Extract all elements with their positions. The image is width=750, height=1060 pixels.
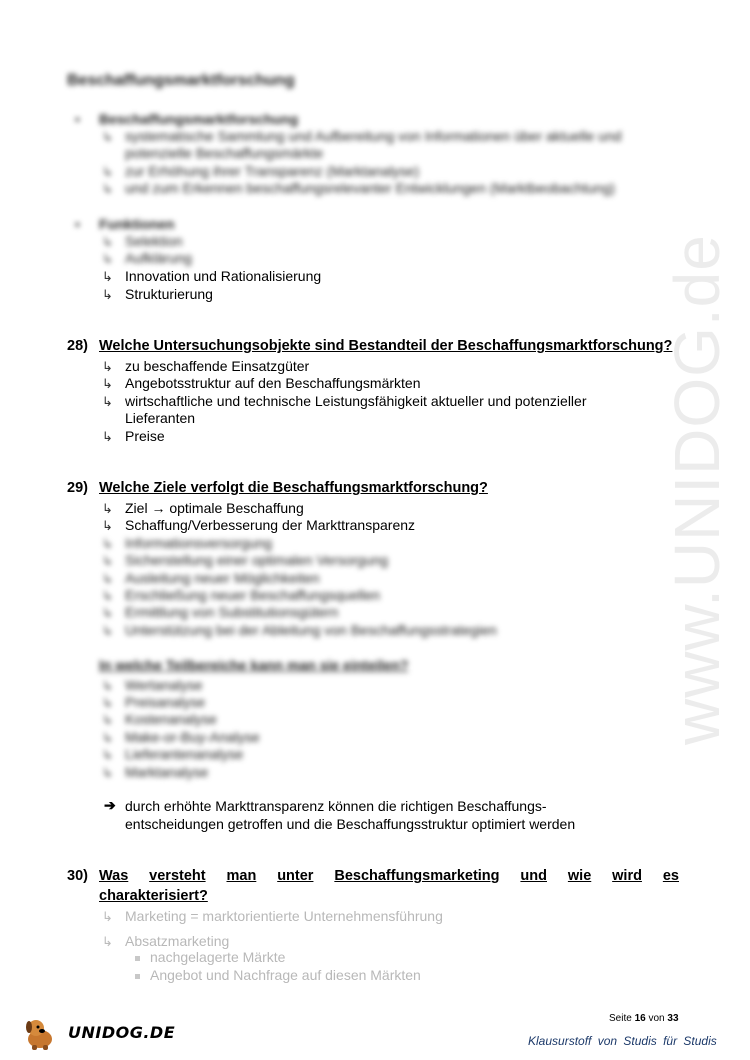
arrow-icon: ↳ — [102, 695, 113, 710]
arrow-icon: ↳ — [102, 730, 113, 745]
list-item: ↳ systematische Sammlung und Aufbereitung von Informationen über aktuelle und — [102, 128, 622, 144]
question-text: Welche Ziele verfolgt die Beschaffungsmarktforschung? — [99, 480, 488, 496]
arrow-icon: ↳ — [102, 501, 113, 516]
arrow-icon: ↳ — [102, 518, 113, 533]
conclusion-line-1: durch erhöhte Markttransparenz können die richtigen Beschaffungs- — [125, 798, 547, 814]
unidog-logo — [20, 1015, 176, 1051]
arrow-icon: ↳ — [102, 287, 113, 302]
bullet-dot: • — [75, 216, 80, 232]
arrow-icon: ↳ — [102, 536, 113, 551]
list-item: ↳ und zum Erkennen beschaffungsrelevanter Entwicklungen (Marktbeobachtung) — [102, 180, 616, 196]
page-number: Seite 16 von 33 — [609, 1013, 679, 1024]
footer-tagline: Klausurstoff von Studis für Studis — [528, 1034, 717, 1048]
dog-icon — [20, 1015, 60, 1051]
question-text-line-2: charakterisiert? — [99, 888, 208, 904]
list-item: ↳ Sicherstellung einer optimalen Versorgung — [102, 552, 389, 568]
arrow-icon: ↳ — [102, 678, 113, 693]
list-item: ↳ Schaffung/Verbesserung der Markttransparenz — [102, 517, 416, 533]
arrow-icon: ↳ — [102, 164, 113, 179]
list-item: ↳ Absatzmarketing — [102, 933, 230, 949]
section-title: Beschaffungsmarktforschung — [67, 72, 295, 89]
arrow-icon: ↳ — [102, 359, 113, 374]
list-item: ↳ Strukturierung — [102, 286, 213, 302]
list-item: ↳ Preisanalyse — [102, 694, 206, 710]
list-item: ↳ zur Erhöhung ihrer Transparenz (Marktanalyse) — [102, 163, 420, 179]
arrow-icon: ↳ — [102, 394, 113, 409]
arrow-icon: ↳ — [102, 747, 113, 762]
question-number: 30) — [67, 868, 88, 884]
bullet-title-2: Funktionen — [99, 216, 175, 232]
sub-list-item: Angebot und Nachfrage auf diesen Märkten — [135, 967, 421, 983]
arrow-icon: ↳ — [102, 376, 113, 391]
arrow-icon: ↳ — [102, 571, 113, 586]
bold-arrow-icon: ➔ — [104, 797, 116, 813]
list-item: ↳ Preise — [102, 428, 165, 444]
list-item: ↳ Ermittlung von Substitutionsgütern — [102, 604, 339, 620]
arrow-icon: ↳ — [102, 129, 113, 144]
list-item: ↳ Lieferantenanalyse — [102, 746, 244, 762]
arrow-icon: ↳ — [102, 181, 113, 196]
list-item: ↳ Make-or-Buy-Analyse — [102, 729, 260, 745]
list-item: ↳ Kostenanalyse — [102, 711, 217, 727]
list-item: ↳ Aufklärung — [102, 250, 192, 266]
list-item: ↳ Marketing = marktorientierte Unternehmensführung — [102, 908, 443, 924]
question-number: 28) — [67, 338, 88, 354]
arrow-icon: ↳ — [102, 269, 113, 284]
logo-text: UNIDOG.DE — [68, 1023, 176, 1042]
list-item: ↳ Angebotsstruktur auf den Beschaffungsmärkten — [102, 375, 421, 391]
conclusion-line-2: entscheidungen getroffen und die Beschaffungsstruktur optimiert werden — [125, 816, 576, 832]
list-item: ↳ wirtschaftliche und technische Leistungsfähigkeit aktueller und potenzieller — [102, 393, 587, 409]
arrow-icon: ↳ — [102, 934, 113, 949]
arrow-icon: ↳ — [102, 623, 113, 638]
arrow-icon: ↳ — [102, 234, 113, 249]
question-text: Welche Untersuchungsobjekte sind Bestandteil der Beschaffungsmarktforschung? — [99, 338, 673, 354]
list-item: ↳ Ausleitung neuer Möglichkeiten — [102, 570, 320, 586]
list-item: potenzielle Beschaffungsmärkte — [125, 145, 324, 161]
arrow-icon: ↳ — [102, 251, 113, 266]
list-item: Lieferanten — [125, 410, 196, 426]
list-item: ↳ Selektion — [102, 233, 183, 249]
arrow-icon: ↳ — [102, 712, 113, 727]
list-item: ↳ Wertanalyse — [102, 677, 203, 693]
question-text-line-1: Was versteht man unter Beschaffungsmarketing und wie wird es — [99, 868, 679, 884]
sub-list-item: nachgelagerte Märkte — [135, 949, 285, 965]
arrow-icon: ↳ — [102, 429, 113, 444]
arrow-icon: ↳ — [102, 909, 113, 924]
list-item: ↳ Ziel → optimale Beschaffung — [102, 500, 304, 516]
square-bullet-icon — [135, 974, 140, 979]
subquestion: In welche Teilbereiche kann man sie einteilen? — [99, 657, 409, 673]
square-bullet-icon — [135, 956, 140, 961]
list-item: ↳ Informationsversorgung — [102, 535, 273, 551]
arrow-icon: ↳ — [102, 605, 113, 620]
watermark: www.UNIDOG.de — [661, 234, 733, 745]
arrow-icon: ↳ — [102, 553, 113, 568]
arrow-icon: ↳ — [102, 765, 113, 780]
arrow-icon: ↳ — [102, 588, 113, 603]
question-number: 29) — [67, 480, 88, 496]
list-item: ↳ Erschließung neuer Beschaffungsquellen — [102, 587, 381, 603]
list-item: ↳ Innovation und Rationalisierung — [102, 268, 322, 284]
list-item: ↳ zu beschaffende Einsatzgüter — [102, 358, 310, 374]
list-item: ↳ Unterstützung bei der Ableitung von Beschaffungsstrategien — [102, 622, 497, 638]
bullet-title-1: Beschaffungsmarktforschung — [99, 111, 299, 127]
bullet-dot: • — [75, 111, 80, 127]
list-item: ↳ Marktanalyse — [102, 764, 209, 780]
